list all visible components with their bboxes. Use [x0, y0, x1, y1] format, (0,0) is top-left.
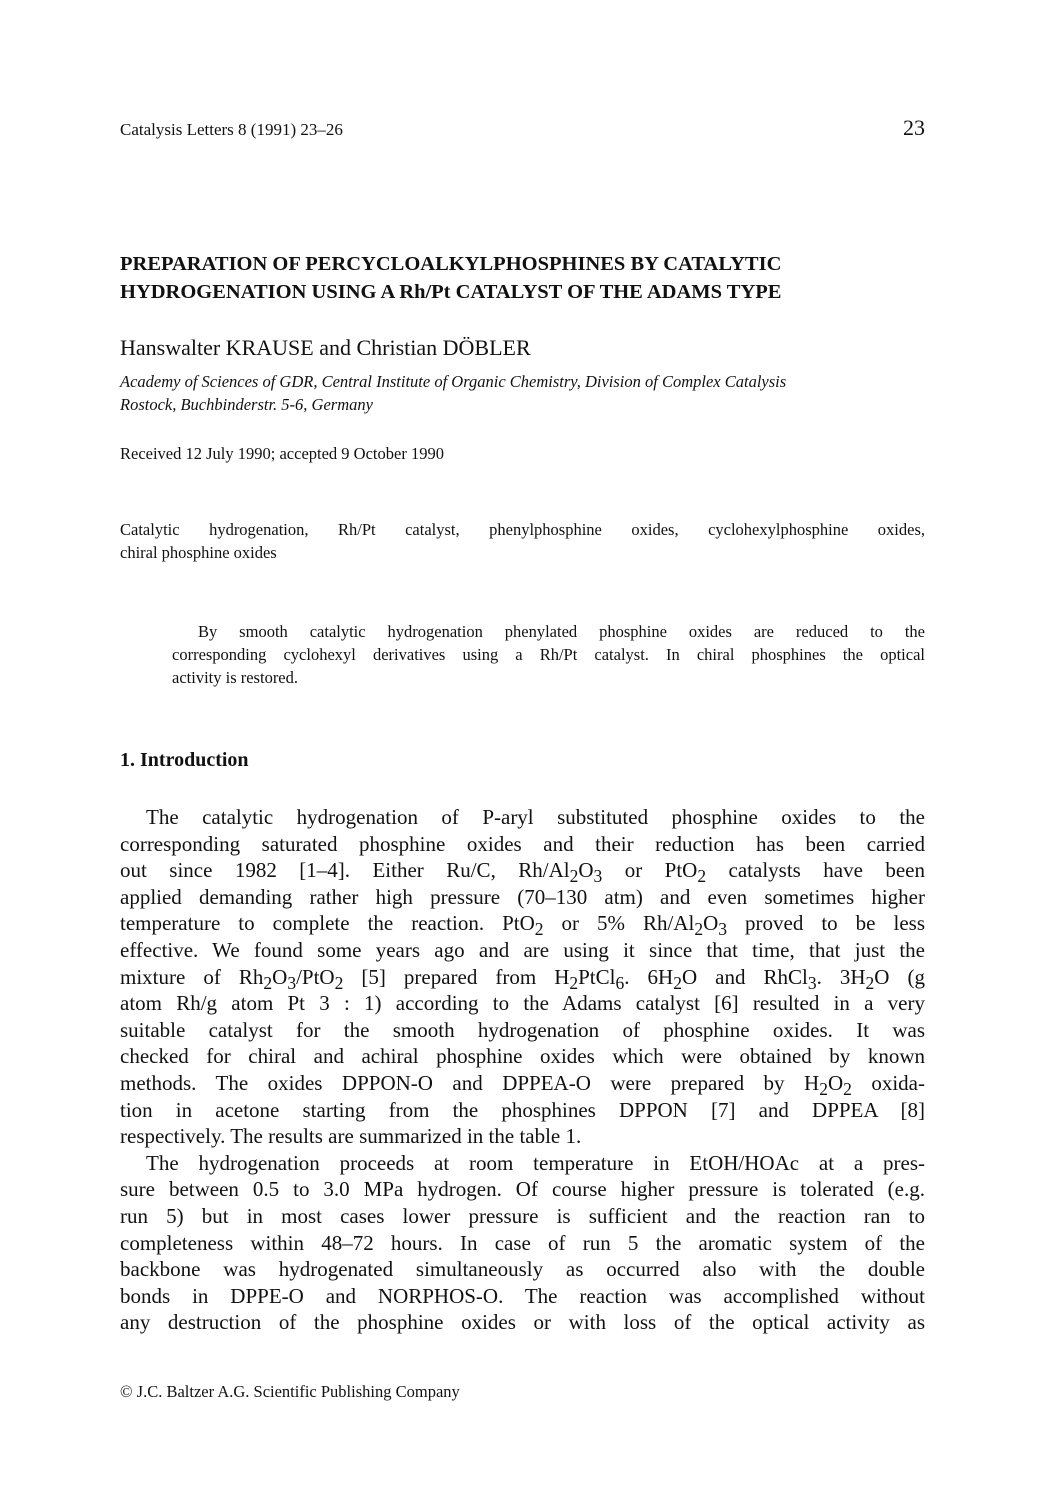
body-line: The hydrogenation proceeds at room temperature in EtOH/HOAc at a pres- — [146, 1150, 925, 1175]
body-line: bonds in DPPE-O and NORPHOS-O. The reaction was accomplished without — [120, 1283, 925, 1308]
affiliation-line: Rostock, Buchbinderstr. 5-6, Germany — [120, 395, 373, 414]
body-line: The catalytic hydrogenation of P-aryl substituted phosphine oxides to the — [146, 805, 925, 829]
abstract-line: activity is restored. — [172, 668, 299, 687]
body-line: temperature to complete the reaction. PtO$_2$ or 5% $Rh/Al_2O_3$ proved to be less — [120, 911, 925, 940]
affiliation — [120, 370, 925, 416]
affiliation-line: Academy of Sciences of GDR, Central Institute of Organic Chemistry, Division of Complex Catalysis — [120, 372, 787, 391]
title-line: HYDROGENATION USING A Rh/Pt CATALYST OF THE ADAMS TYPE — [120, 281, 782, 303]
body-line: corresponding saturated phosphine oxides and their reduction has been carried — [120, 831, 925, 856]
running-header — [120, 115, 925, 141]
abstract — [172, 620, 925, 689]
article-title — [120, 250, 925, 306]
copyright-footer: © J.C. Baltzer A.G. Scientific Publishing Company — [120, 1382, 460, 1401]
section-heading: 1. Introduction — [120, 749, 249, 771]
author-list: Hanswalter KRAUSE and Christian DÖBLER — [120, 335, 531, 360]
body-line: run 5) but in most cases lower pressure is sufficient and the reaction ran to — [120, 1203, 925, 1228]
body-line: out since 1982 [1–4]. Either Ru/C, $Rh/Al_2O_3$ or PtO$_2$ catalysts have been — [120, 858, 925, 887]
body-line: suitable catalyst for the smooth hydrogenation of phosphine oxides. It was — [120, 1017, 925, 1042]
body-line: any destruction of the phosphine oxides or with loss of the optical activity as — [120, 1310, 925, 1335]
article-page — [120, 0, 925, 1500]
abstract-line: By smooth catalytic hydrogenation phenylated phosphine oxides are reduced to the — [198, 622, 925, 641]
body-line: backbone was hydrogenated simultaneously as occurred also with the double — [120, 1257, 925, 1282]
body-line: effective. We found some years ago and are using it since that time, that just the — [120, 937, 925, 962]
body-line: applied demanding rather high pressure (70–130 atm) and even sometimes higher — [120, 884, 925, 909]
received-dates: Received 12 July 1990; accepted 9 October 1990 — [120, 444, 444, 463]
keywords-line: Catalytic hydrogenation, Rh/Pt catalyst, phenylphosphine oxides, cyclohexylphosphine oxides, — [120, 520, 925, 539]
body-line: atom Rh/g atom Pt 3 : 1) according to the Adams catalyst [6] resulted in a very — [120, 991, 925, 1016]
body-line: methods. The oxides DPPON-O and DPPEA-O were prepared by $H_2O_2$ oxida- — [120, 1070, 925, 1100]
title-line: PREPARATION OF PERCYCLOALKYLPHOSPHINES BY CATALYTIC — [120, 253, 782, 275]
journal-citation: Catalysis Letters 8 (1991) 23–26 — [120, 120, 343, 139]
keywords — [120, 518, 925, 564]
keywords-line: chiral phosphine oxides — [120, 543, 277, 562]
body-line: completeness within 48–72 hours. In case of run 5 the aromatic system of the — [120, 1230, 925, 1255]
body-line: checked for chiral and achiral phosphine oxides which were obtained by known — [120, 1044, 925, 1069]
page-number: 23 — [903, 115, 925, 140]
body-line: mixture of $Rh_2O_3/PtO_2$ [5] prepared from $H_2PtCl_6$. $6H_2O$ and RhCl$_3$. $3H_2O$ (g — [120, 964, 925, 993]
body-line: sure between 0.5 to 3.0 MPa hydrogen. Of course higher pressure is tolerated (e.g. — [120, 1177, 925, 1202]
abstract-line: corresponding cyclohexyl derivatives using a Rh/Pt catalyst. In chiral phosphines the optical — [172, 645, 925, 664]
body-text — [120, 804, 925, 1336]
body-line: tion in acetone starting from the phosphines DPPON [7] and DPPEA [8] — [120, 1097, 925, 1122]
body-line: respectively. The results are summarized in the table 1. — [120, 1124, 582, 1149]
